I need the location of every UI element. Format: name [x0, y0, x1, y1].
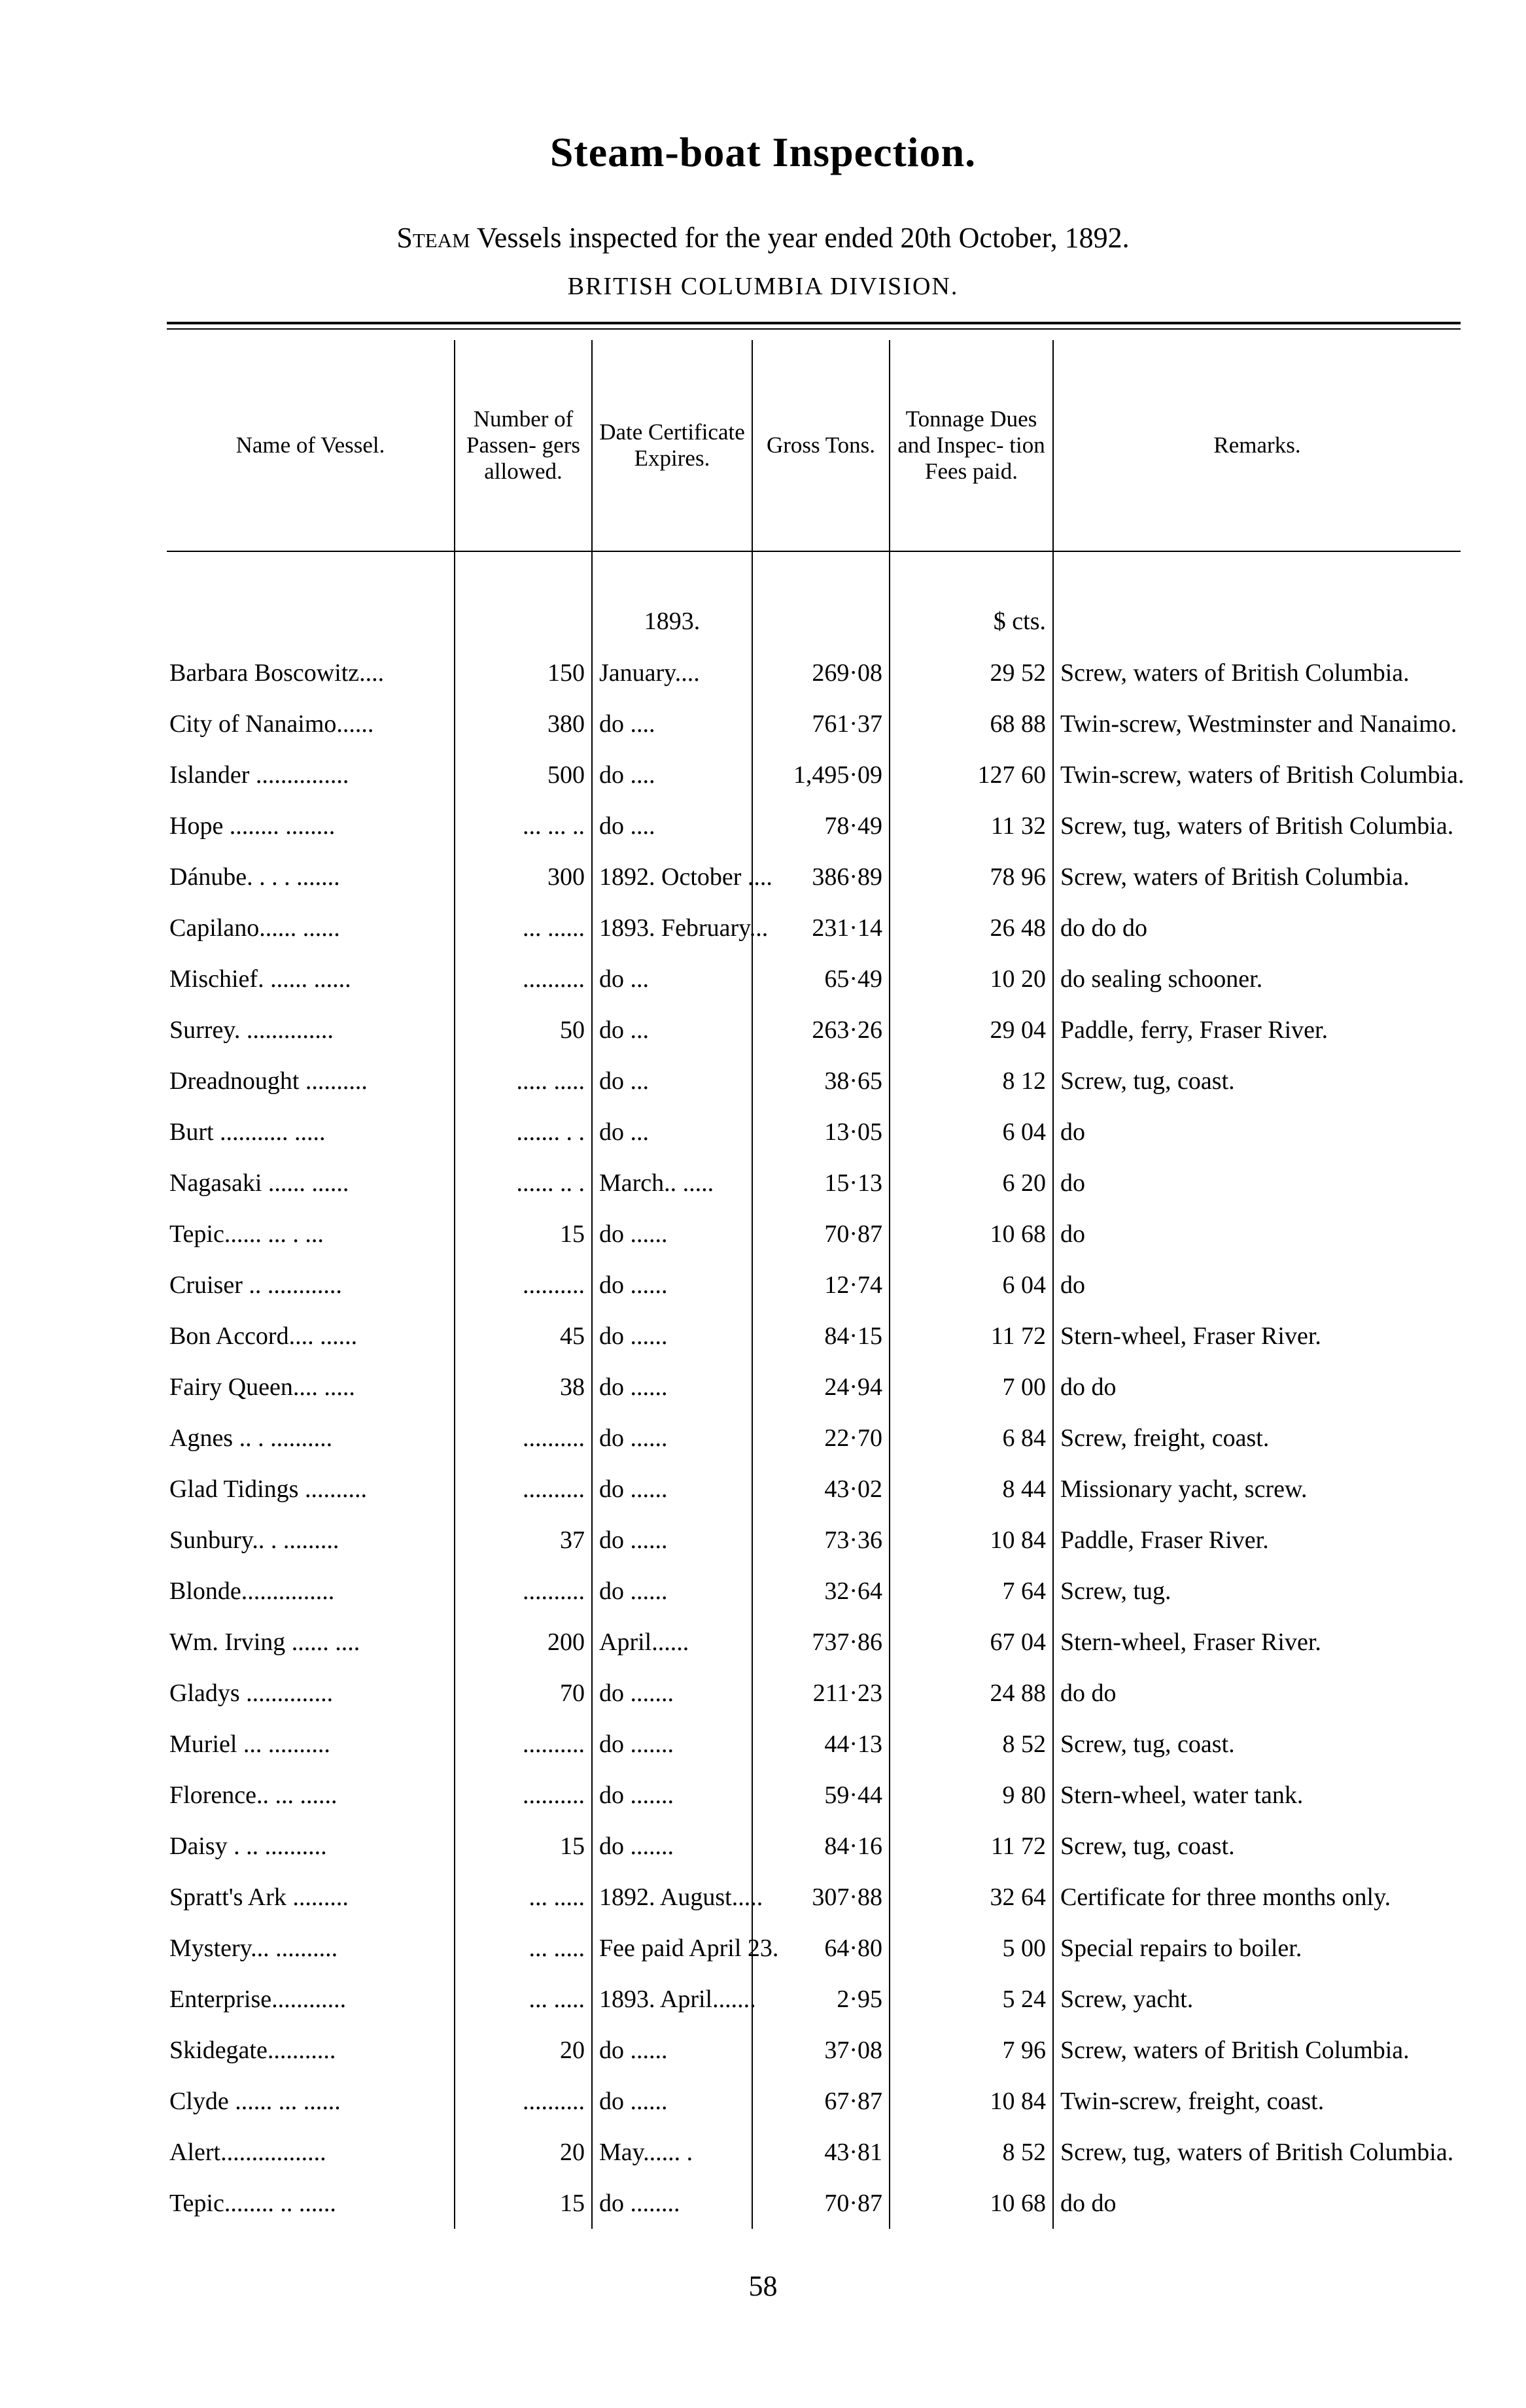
expires-cell: 1892. October .... — [592, 851, 752, 903]
passengers-cell: .......... — [455, 1413, 592, 1464]
remarks-cell: Certificate for three months only. — [1053, 1872, 1461, 1923]
dues-cell: 8 12 — [890, 1056, 1053, 1107]
expires-cell: do ...... — [592, 1566, 752, 1617]
dues-cell: 78 96 — [890, 851, 1053, 903]
remarks-cell: Screw, waters of British Columbia. — [1053, 647, 1461, 698]
dues-cell: 32 64 — [890, 1872, 1053, 1923]
dues-cell: 127 60 — [890, 749, 1053, 800]
col-remarks-header: Remarks. — [1053, 340, 1461, 551]
vessel-name-cell: Daisy . .. .......... — [169, 1832, 327, 1860]
year-label: 1893. — [592, 551, 752, 647]
vessel-name-cell: Muriel ... .......... — [169, 1730, 330, 1758]
passengers-cell: 150 — [455, 647, 592, 698]
passengers-cell: 15 — [455, 1821, 592, 1872]
dues-cell: 10 68 — [890, 1209, 1053, 1260]
expires-cell: do ...... — [592, 1362, 752, 1413]
expires-cell: April...... — [592, 1617, 752, 1668]
table-row — [167, 2127, 1461, 2178]
remarks-cell: do do do — [1053, 903, 1461, 954]
passengers-cell: .......... — [455, 1719, 592, 1770]
expires-cell: 1892. August..... — [592, 1872, 752, 1923]
expires-cell: do ...... — [592, 1209, 752, 1260]
expires-cell: do ........ — [592, 2178, 752, 2229]
remarks-cell: Twin-screw, waters of British Columbia. — [1053, 749, 1461, 800]
units-row — [167, 551, 1461, 647]
passengers-cell: 38 — [455, 1362, 592, 1413]
expires-cell: Fee paid April 23. — [592, 1923, 752, 1974]
expires-cell: do ....... — [592, 1821, 752, 1872]
vessel-name-cell: Dánube. . . . ....... — [169, 863, 340, 891]
dues-cell: 8 52 — [890, 2127, 1053, 2178]
page-title: Steam-boat Inspection. — [549, 129, 977, 175]
dues-cell: 10 84 — [890, 1515, 1053, 1566]
vessel-name-cell: Nagasaki ...... ...... — [169, 1169, 349, 1197]
dues-cell: 24 88 — [890, 1668, 1053, 1719]
table-body — [167, 551, 1465, 2229]
passengers-cell: 45 — [455, 1311, 592, 1362]
gross-tons-cell: 65·49 — [752, 954, 890, 1005]
passengers-cell: .......... — [455, 2076, 592, 2127]
gross-tons-cell: 761·37 — [752, 698, 890, 749]
remarks-cell: do — [1053, 1260, 1461, 1311]
remarks-cell: do — [1053, 1158, 1461, 1209]
top-double-rule-1 — [167, 322, 1461, 324]
remarks-cell: do do — [1053, 1668, 1461, 1719]
table-row — [167, 1005, 1461, 1056]
dues-cell: 5 00 — [890, 1923, 1053, 1974]
passengers-cell: ....... . . — [455, 1107, 592, 1158]
dues-cell: 7 00 — [890, 1362, 1053, 1413]
remarks-cell: Special repairs to boiler. — [1053, 1923, 1461, 1974]
gross-tons-cell: 38·65 — [752, 1056, 890, 1107]
dues-cell: 6 04 — [890, 1107, 1053, 1158]
table-row — [167, 800, 1461, 851]
vessel-name-cell: Alert................. — [169, 2139, 326, 2166]
remarks-cell: Screw, waters of British Columbia. — [1053, 851, 1461, 903]
remarks-cell: do — [1053, 1107, 1461, 1158]
expires-cell: do ...... — [592, 2025, 752, 2076]
gross-tons-cell: 78·49 — [752, 800, 890, 851]
expires-cell: 1893. April....... — [592, 1974, 752, 2025]
vessel-name-cell: Skidegate........... — [169, 2037, 336, 2064]
gross-tons-cell: 307·88 — [752, 1872, 890, 1923]
passengers-cell: ...... .. . — [455, 1158, 592, 1209]
passengers-cell: 15 — [455, 2178, 592, 2229]
table-row — [167, 954, 1461, 1005]
vessel-name-cell: Islander ............... — [169, 761, 349, 789]
expires-cell: do ....... — [592, 1770, 752, 1821]
expires-cell: do ....... — [592, 1668, 752, 1719]
dues-cell: 6 20 — [890, 1158, 1053, 1209]
table-row — [167, 1872, 1461, 1923]
table-row — [167, 2076, 1461, 2127]
expires-cell: do .... — [592, 749, 752, 800]
table-row — [167, 1668, 1461, 1719]
gross-tons-cell: 67·87 — [752, 2076, 890, 2127]
remarks-cell: Missionary yacht, screw. — [1053, 1464, 1461, 1515]
table-row — [167, 903, 1461, 954]
passengers-cell: 20 — [455, 2025, 592, 2076]
table-row — [167, 1617, 1461, 1668]
remarks-cell: Stern-wheel, water tank. — [1053, 1770, 1461, 1821]
remarks-cell: do do — [1053, 1362, 1461, 1413]
passengers-cell: 50 — [455, 1005, 592, 1056]
passengers-cell: .......... — [455, 1770, 592, 1821]
gross-tons-cell: 70·87 — [752, 2178, 890, 2229]
expires-cell: do ...... — [592, 1464, 752, 1515]
units-blank — [1053, 551, 1461, 647]
passengers-cell: 70 — [455, 1668, 592, 1719]
dues-cell: 11 32 — [890, 800, 1053, 851]
gross-tons-cell: 84·16 — [752, 1821, 890, 1872]
table-row — [167, 1821, 1461, 1872]
vessel-name-cell: Spratt's Ark ......... — [169, 1883, 349, 1911]
remarks-cell: Screw, tug, coast. — [1053, 1821, 1461, 1872]
passengers-cell: .......... — [455, 1464, 592, 1515]
remarks-cell: Twin-screw, Westminster and Nanaimo. — [1053, 698, 1461, 749]
vessel-name-cell: Gladys .............. — [169, 1679, 334, 1707]
vessel-name-cell: Blonde............... — [169, 1577, 335, 1605]
table-row — [167, 2178, 1461, 2229]
remarks-cell: Screw, tug. — [1053, 1566, 1461, 1617]
remarks-cell: Screw, waters of British Columbia. — [1053, 2025, 1461, 2076]
header-bottom-rule — [167, 551, 1461, 552]
passengers-cell: ... ... .. — [455, 800, 592, 851]
dues-cell: 7 64 — [890, 1566, 1053, 1617]
remarks-cell: Stern-wheel, Fraser River. — [1053, 1311, 1461, 1362]
dues-cell: 6 84 — [890, 1413, 1053, 1464]
dues-cell: 8 52 — [890, 1719, 1053, 1770]
table-row — [167, 1974, 1461, 2025]
vessel-name-cell: Mystery... .......... — [169, 1935, 338, 1962]
table-row — [167, 851, 1461, 903]
dues-cell: 11 72 — [890, 1311, 1053, 1362]
gross-tons-cell: 70·87 — [752, 1209, 890, 1260]
vessel-name-cell: Dreadnought .......... — [169, 1067, 368, 1095]
table-row — [167, 749, 1461, 800]
passengers-cell: .......... — [455, 1260, 592, 1311]
table-row — [167, 1464, 1461, 1515]
currency-label: $ cts. — [890, 551, 1053, 647]
table-row — [167, 2025, 1461, 2076]
vessel-name-cell: Cruiser .. ............ — [169, 1271, 342, 1299]
gross-tons-cell: 231·14 — [752, 903, 890, 954]
remarks-cell: Screw, tug, coast. — [1053, 1056, 1461, 1107]
expires-cell: do ...... — [592, 2076, 752, 2127]
gross-tons-cell: 15·13 — [752, 1158, 890, 1209]
vessel-name-cell: Glad Tidings .......... — [169, 1475, 367, 1503]
remarks-cell: Paddle, ferry, Fraser River. — [1053, 1005, 1461, 1056]
table-row — [167, 647, 1461, 698]
vessel-name-cell: Agnes .. . .......... — [169, 1424, 333, 1452]
vessel-name-cell: Burt ........... ..... — [169, 1118, 326, 1146]
vessel-name-cell: Mischief. ...... ...... — [169, 965, 351, 993]
dues-cell: 9 80 — [890, 1770, 1053, 1821]
table-row — [167, 1209, 1461, 1260]
passengers-cell: 380 — [455, 698, 592, 749]
gross-tons-cell: 43·81 — [752, 2127, 890, 2178]
col-passengers-header: Number of Passen- gers allowed. — [455, 340, 592, 551]
gross-tons-cell: 263·26 — [752, 1005, 890, 1056]
vessels-table — [167, 340, 1465, 2229]
gross-tons-cell: 13·05 — [752, 1107, 890, 1158]
expires-cell: January.... — [592, 647, 752, 698]
gross-tons-cell: 211·23 — [752, 1668, 890, 1719]
passengers-cell: ... ..... — [455, 1974, 592, 2025]
dues-cell: 67 04 — [890, 1617, 1053, 1668]
gross-tons-cell: 269·08 — [752, 647, 890, 698]
passengers-cell: 15 — [455, 1209, 592, 1260]
table-row — [167, 698, 1461, 749]
units-blank — [455, 551, 592, 647]
remarks-cell: Screw, tug, coast. — [1053, 1719, 1461, 1770]
gross-tons-cell: 64·80 — [752, 1923, 890, 1974]
expires-cell: do .... — [592, 698, 752, 749]
remarks-cell: Screw, freight, coast. — [1053, 1413, 1461, 1464]
passengers-cell: 300 — [455, 851, 592, 903]
vessel-name-cell: Sunbury.. . ......... — [169, 1526, 339, 1554]
expires-cell: do ... — [592, 1005, 752, 1056]
gross-tons-cell: 12·74 — [752, 1260, 890, 1311]
table-row — [167, 1056, 1461, 1107]
remarks-cell: do — [1053, 1209, 1461, 1260]
table-row — [167, 1362, 1461, 1413]
dues-cell: 10 84 — [890, 2076, 1053, 2127]
remarks-cell: Screw, tug, waters of British Columbia. — [1053, 800, 1461, 851]
expires-cell: do ... — [592, 954, 752, 1005]
gross-tons-cell: 386·89 — [752, 851, 890, 903]
remarks-cell: Paddle, Fraser River. — [1053, 1515, 1461, 1566]
table-row — [167, 1107, 1461, 1158]
dues-cell: 11 72 — [890, 1821, 1053, 1872]
table-row — [167, 1566, 1461, 1617]
col-expires-header: Date Certificate Expires. — [592, 340, 752, 551]
passengers-cell: 500 — [455, 749, 592, 800]
vessel-name-cell: Enterprise............ — [169, 1986, 347, 2013]
vessel-name-cell: Tepic...... ... . ... — [169, 1220, 324, 1248]
remarks-cell: do sealing schooner. — [1053, 954, 1461, 1005]
remarks-cell: Stern-wheel, Fraser River. — [1053, 1617, 1461, 1668]
vessel-name-cell: Florence.. ... ...... — [169, 1781, 338, 1809]
gross-tons-cell: 737·86 — [752, 1617, 890, 1668]
dues-cell: 8 44 — [890, 1464, 1053, 1515]
col-dues-header: Tonnage Dues and Inspec- tion Fees paid. — [890, 340, 1053, 551]
gross-tons-cell: 24·94 — [752, 1362, 890, 1413]
gross-tons-cell: 59·44 — [752, 1770, 890, 1821]
table-row — [167, 1770, 1461, 1821]
table-row — [167, 1260, 1461, 1311]
expires-cell: do ....... — [592, 1719, 752, 1770]
table-row — [167, 1515, 1461, 1566]
dues-cell: 10 20 — [890, 954, 1053, 1005]
expires-cell: 1893. February... — [592, 903, 752, 954]
expires-cell: do ... — [592, 1107, 752, 1158]
page-subtitle — [0, 221, 1526, 254]
passengers-cell: ... ..... — [455, 1923, 592, 1974]
units-blank — [167, 551, 455, 647]
division-heading: BRITISH COLUMBIA DIVISION. — [567, 273, 959, 300]
subtitle-rest: Vessels inspected for the year ended 20th October, 1892. — [470, 222, 1130, 254]
gross-tons-cell: 84·15 — [752, 1311, 890, 1362]
units-blank — [752, 551, 890, 647]
dues-cell: 10 68 — [890, 2178, 1053, 2229]
top-double-rule-2 — [167, 328, 1461, 330]
gross-tons-cell: 44·13 — [752, 1719, 890, 1770]
expires-cell: do ...... — [592, 1413, 752, 1464]
gross-tons-cell: 73·36 — [752, 1515, 890, 1566]
passengers-cell: 200 — [455, 1617, 592, 1668]
passengers-cell: ..... ..... — [455, 1056, 592, 1107]
vessel-name-cell: Fairy Queen.... ..... — [169, 1373, 355, 1401]
col-gross-header: Gross Tons. — [752, 340, 890, 551]
dues-cell: 7 96 — [890, 2025, 1053, 2076]
dues-cell: 29 04 — [890, 1005, 1053, 1056]
vessel-name-cell: Bon Accord.... ...... — [169, 1322, 358, 1350]
passengers-cell: 37 — [455, 1515, 592, 1566]
remarks-cell: Screw, tug, waters of British Columbia. — [1053, 2127, 1461, 2178]
gross-tons-cell: 1,495·09 — [752, 749, 890, 800]
table-header-row — [167, 340, 1461, 551]
dues-cell: 68 88 — [890, 698, 1053, 749]
expires-cell: do ...... — [592, 1515, 752, 1566]
gross-tons-cell: 32·64 — [752, 1566, 890, 1617]
gross-tons-cell: 22·70 — [752, 1413, 890, 1464]
table-row — [167, 1311, 1461, 1362]
col-vessel-header: Name of Vessel. — [235, 432, 385, 458]
expires-cell: do ...... — [592, 1260, 752, 1311]
gross-tons-cell: 43·02 — [752, 1464, 890, 1515]
page-number: 58 — [748, 2270, 778, 2302]
vessel-name-cell: Clyde ...... ... ...... — [169, 2088, 341, 2115]
expires-cell: May...... . — [592, 2127, 752, 2178]
remarks-cell: Twin-screw, freight, coast. — [1053, 2076, 1461, 2127]
vessel-name-cell: Hope ........ ........ — [169, 812, 336, 840]
passengers-cell: ... ..... — [455, 1872, 592, 1923]
expires-cell: do .... — [592, 800, 752, 851]
passengers-cell: 20 — [455, 2127, 592, 2178]
vessel-name-cell: Surrey. .............. — [169, 1016, 334, 1044]
passengers-cell: ... ...... — [455, 903, 592, 954]
gross-tons-cell: 37·08 — [752, 2025, 890, 2076]
dues-cell: 5 24 — [890, 1974, 1053, 2025]
vessel-name-cell: Capilano...... ...... — [169, 914, 340, 942]
dues-cell: 29 52 — [890, 647, 1053, 698]
expires-cell: do ... — [592, 1056, 752, 1107]
subtitle-lead: Steam — [396, 222, 470, 254]
passengers-cell: .......... — [455, 954, 592, 1005]
table-row — [167, 1158, 1461, 1209]
expires-cell: March.. ..... — [592, 1158, 752, 1209]
expires-cell: do ...... — [592, 1311, 752, 1362]
gross-tons-cell: 2·95 — [752, 1974, 890, 2025]
vessel-name-cell: Barbara Boscowitz.... — [169, 659, 385, 687]
remarks-cell: Screw, yacht. — [1053, 1974, 1461, 2025]
vessel-name-cell: City of Nanaimo...... — [169, 710, 374, 738]
table-row — [167, 1923, 1461, 1974]
dues-cell: 26 48 — [890, 903, 1053, 954]
vessel-name-cell: Tepic........ .. ...... — [169, 2190, 336, 2217]
remarks-cell: do do — [1053, 2178, 1461, 2229]
passengers-cell: .......... — [455, 1566, 592, 1617]
dues-cell: 6 04 — [890, 1260, 1053, 1311]
table-row — [167, 1413, 1461, 1464]
table-row — [167, 1719, 1461, 1770]
vessel-name-cell: Wm. Irving ...... .... — [169, 1628, 360, 1656]
